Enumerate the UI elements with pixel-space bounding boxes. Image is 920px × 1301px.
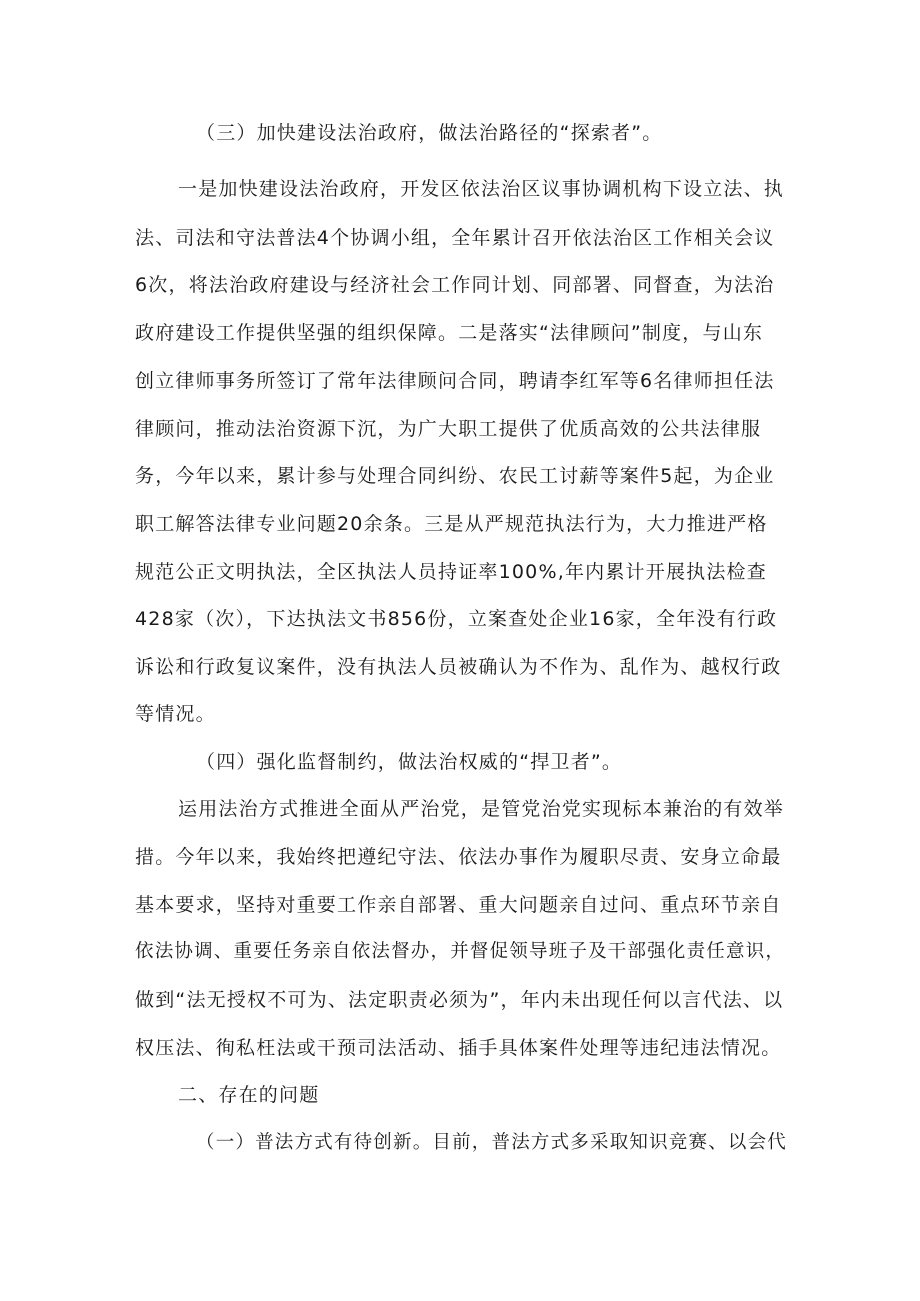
- paragraph-line: 务，今年以来，累计参与处理合同纠纷、农民工讨薪等案件5起，为企业: [135, 465, 775, 487]
- paragraph-line: 一是加快建设法治政府，开发区依法治区议事协调机构下设立法、执: [178, 178, 785, 200]
- paragraph-line: 依法协调、重要任务亲自依法督办，并督促领导班子及干部强化责任意识，: [135, 941, 786, 962]
- paragraph-line: 创立律师事务所签订了常年法律顾问合同，聘请李红军等6名律师担任法: [135, 370, 775, 392]
- paragraph-line: 规范公正文明执法，全区执法人员持证率100%,年内累计开展执法检查: [135, 561, 767, 583]
- section-heading-3: （三）加快建设法治政府，做法治路径的“探索者”。: [196, 122, 663, 144]
- paragraph-line: 运用法治方式推进全面从严治党，是管党治党实现标本兼治的有效举: [178, 798, 785, 820]
- paragraph-line: 律顾问，推动法治资源下沉，为广大职工提供了优质高效的公共法律服: [135, 418, 762, 440]
- section-heading-1: （一）普法方式有待创新。目前，普法方式多采取知识竞赛、以会代: [196, 1132, 788, 1153]
- paragraph-line: 基本要求，坚持对重要工作亲自部署、重大问题亲自过问、重点环节亲自: [135, 894, 782, 916]
- paragraph-line: 诉讼和行政复议案件，没有执法人员被确认为不作为、乱作为、越权行政: [135, 656, 782, 678]
- paragraph-line: 法、司法和守法普法4个协调小组，全年累计召开依法治区工作相关会议: [135, 227, 775, 249]
- paragraph-line: 职工解答法律专业问题20余条。三是从严规范执法行为，大力推进严格: [135, 513, 768, 535]
- paragraph-line: 措。今年以来，我始终把遵纪守法、依法办事作为履职尽责、安身立命最: [135, 846, 782, 868]
- chapter-heading: 二、存在的问题: [178, 1084, 320, 1106]
- paragraph-line: 等情况。: [135, 703, 216, 725]
- paragraph-line: 6次，将法治政府建设与经济社会工作同计划、同部署、同督查，为法治: [135, 274, 775, 296]
- section-heading-4: （四）强化监督制约，做法治权威的“捍卫者”。: [196, 751, 623, 773]
- paragraph-line: 政府建设工作提供坚强的组织保障。二是落实“法律顾问”制度，与山东: [135, 322, 764, 344]
- paragraph-line: 428家（次），下达执法文书856份，立案查处企业16家，全年没有行政: [135, 608, 778, 630]
- paragraph-line: 权压法、徇私枉法或干预司法活动、插手具体案件处理等违纪违法情况。: [135, 1037, 782, 1059]
- paragraph-line: 做到“法无授权不可为、法定职责必须为”，年内未出现任何以言代法、以: [135, 989, 784, 1011]
